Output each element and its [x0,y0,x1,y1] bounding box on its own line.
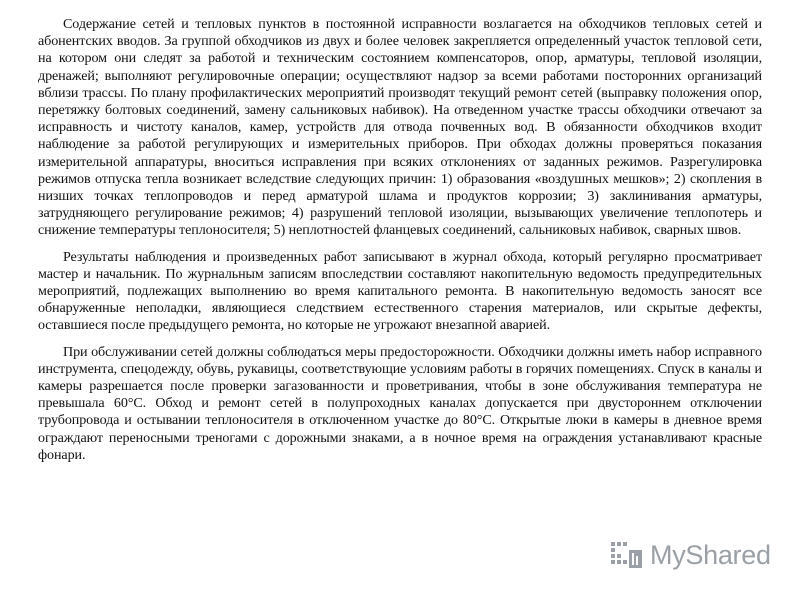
paragraph-2: Результаты наблюдения и произведенных работ записывают в журнал обхода, который регулярно просматривает мастер и начальник. По журнальным записям впоследствии составляют накопительную ведомость предупредительных мероприятий, подлежащих выполнению во время капитального ремонта. В накопительную ведомость заносят все обнаруженные неполадки, являющиеся следствием естественного старения материалов, или скрытые дефекты, оставшиеся после предыдущего ремонта, но которые не угрожают внезапной аварией. [38,248,762,334]
paragraph-3: При обслуживании сетей должны соблюдаться меры предосторожности. Обходчики должны иметь набор исправного инструмента, спецодежду, обувь, рукавицы, соответствующие условиям работы в горячих помещениях. Спуск в каналы и камеры разрешается после проверки загазованности и проветривания, чтобы в зоне обслуживания температура не превышала 60°С. Обход и ремонт сетей в полупроходных каналах допускается при двустороннем отключении трубопровода и остывании теплоносителя в отключенном участке до 80°С. Открытые люки в камеры в дневное время ограждают переносными треногами с дорожными знаками, а в ночное время на ограждения устанавливают красные фонари. [38,343,762,463]
watermark-text: MyShared [650,539,771,570]
paragraph-1: Содержание сетей и тепловых пунктов в постоянной исправности возлагается на обходчиков тепловых сетей и абонентских вводов. За группой обходчиков из двух и более человек закрепляется определенный участок тепловой сети, на котором они следят за работой и техническим состоянием компенсаторов, опор, арматуры, тепловой изоляции, дренажей; выполняют регулировочные операции; осуществляют надзор за всеми работами посторонних организаций вблизи трассы. По плану профилактических мероприятий производят текущий ремонт сетей (выправку положения опор, перетяжку болтовых соединений, замену сальниковых набивок). На отведенном участке трассы обходчики отвечают за исправность и чистоту каналов, камер, устройств для отвода почвенных вод. В обязанности обходчиков входит наблюдение за работой регулирующих и измерительных приборов. При обходах должны проверяться показания измерительной аппаратуры, вноситься исправления при всяких отклонениях от заданных режимов. Разрегулировка режимов отпуска тепла возникает вследствие следующих причин: 1) образования «воздушных мешков»; 2) скопления в низших точках теплопроводов и перед арматурой шлама и продуктов коррозии; 3) заклинивания арматуры, затрудняющего регулирование режимов; 4) разрушений тепловой изоляции, вызывающих увеличение теплопотерь и снижение температуры теплоносителя; 5) неплотностей фланцевых соединений, сальниковых набивок, сварных швов. [38,16,762,239]
myshared-logo-icon [608,536,646,574]
watermark [608,536,771,574]
